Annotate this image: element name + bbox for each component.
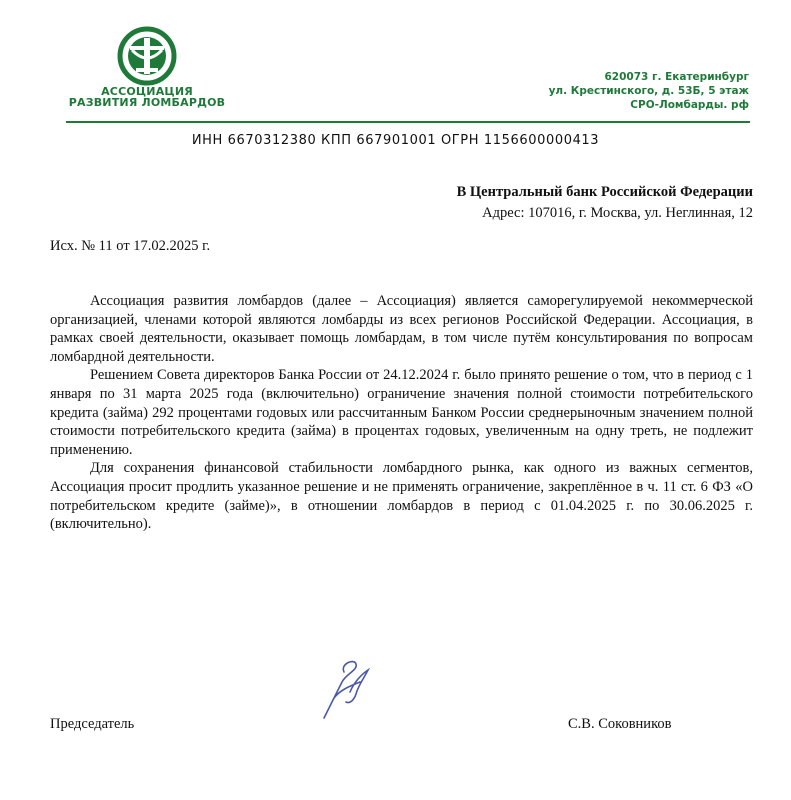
outgoing-number: Исх. № 11 от 17.02.2025 г. [50, 238, 211, 254]
addressee-address: Адрес: 107016, г. Москва, ул. Неглинная, 12 [482, 205, 753, 221]
addressee-name: В Центральный банк Российской Федерации [456, 184, 753, 200]
company-requisites: ИНН 6670312380 КПП 667901001 ОГРН 1156600000413 [191, 133, 600, 148]
logo-caption [62, 86, 232, 108]
signatory-role: Председатель [50, 716, 135, 732]
logo-line-2: РАЗВИТИЯ ЛОМБАРДОВ [68, 96, 226, 109]
paragraph: Ассоциация развития ломбардов (далее – Ассоциация) является саморегулируемой некоммерческой организацией, членами которой являются ломбарды из всех регионов Российской Федерации. Ассоциация, в рамках своей деятельности, оказывает помощь ломбардам, в том числе путём консультирования по вопросам ломбардной деятельности. [50, 293, 753, 365]
paragraph: Для сохранения финансовой стабильности ломбардного рынка, как одного из важных сегментов, Ассоциация просит продлить указанное решение и не применять ограничение, закреплённое в ч. 11 ст. 6 ФЗ «О потребительском кредите (займе)», в отношении ломбардов в период с 01.04.2025 г. по 30.06.2025 г. (включительно). [50, 460, 753, 533]
address-street: ул. Крестинского, д. 53Б, 5 этаж [548, 85, 749, 97]
signatory-name: С.В. Соковников [568, 716, 672, 732]
letter-body [50, 292, 753, 534]
letterhead-divider [66, 121, 750, 123]
handwritten-signature-icon [310, 652, 385, 727]
logo-line-1: АССОЦИАЦИЯ [101, 85, 193, 98]
address-website: СРО-Ломбарды. рф [630, 99, 749, 111]
paragraph: Решением Совета директоров Банка России от 24.12.2024 г. было принято решение о том, что в период с 1 января по 31 марта 2025 года (включительно) ограничение значения полной стоимости потребительского кредита (займа) 292 процентами годовых или рассчитанным Банком России среднерыночным значением полной стоимости потребительского кредита (займа) в процентах годовых, увеличенным на одну треть, не подлежит применению. [50, 367, 753, 458]
addressee-block [457, 182, 753, 224]
address-city: 620073 г. Екатеринбург [604, 71, 749, 83]
letterhead-address [549, 70, 749, 112]
